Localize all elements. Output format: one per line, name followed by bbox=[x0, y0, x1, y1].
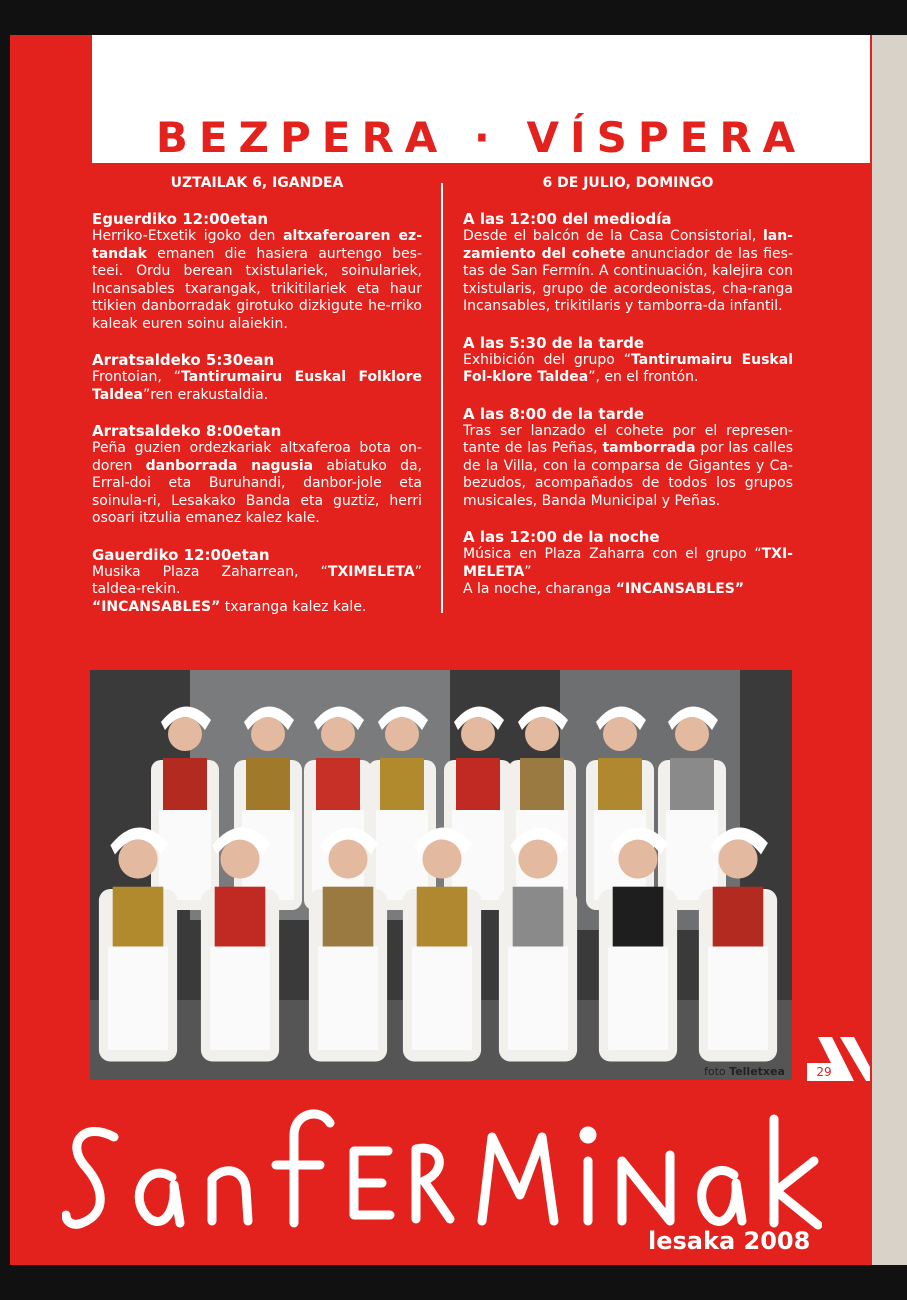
column-divider bbox=[441, 183, 443, 613]
spanish-column bbox=[463, 175, 793, 618]
event-time: Arratsaldeko 8:00etan bbox=[92, 422, 282, 440]
brand-subtitle: lesaka 2008 bbox=[648, 1227, 811, 1255]
event-item bbox=[463, 211, 793, 316]
event-desc: Tras ser lanzado el cohete por el represen-tante de las Peñas, tamborrada por las calles de la Villa, con la comparsa de Gigantes y Ca-bezudos, acompañados de todos los grupos musicales, Banda Municipal y Peñas. bbox=[463, 422, 793, 509]
event-time: Arratsaldeko 5:30ean bbox=[92, 351, 275, 369]
event-time: A las 12:00 del mediodía bbox=[463, 210, 672, 228]
page-edge bbox=[872, 35, 907, 1265]
event-item bbox=[92, 211, 422, 333]
event-desc: Desde el balcón de la Casa Consistorial, lan-zamiento del cohete anunciador de las fies-tas de San Fermín. A continuación, kalejira con txistularis, grupo de acordeonistas, cha-ranga Incansables, trikitilaris y tamborra-da infantil. bbox=[463, 228, 793, 314]
event-item bbox=[463, 335, 793, 387]
event-item bbox=[463, 406, 793, 511]
event-time: Gauerdiko 12:00etan bbox=[92, 545, 270, 564]
sanferminak-logo bbox=[62, 1095, 822, 1245]
event-item bbox=[463, 529, 793, 599]
spanish-date: 6 DE JULIO, DOMINGO bbox=[542, 175, 714, 191]
event-desc: Exhibición del grupo “Tantirumairu Euskal Fol-klore Taldea”, en el frontón. bbox=[463, 351, 793, 385]
event-time: A las 12:00 de la noche bbox=[463, 528, 660, 546]
magazine-page bbox=[10, 35, 872, 1265]
basque-date: UZTAILAK 6, IGANDEA bbox=[170, 175, 344, 191]
page-title: BEZPERA · VÍSPERA bbox=[155, 113, 807, 162]
event-desc: Música en Plaza Zaharra con el grupo “TXI-MELETA” A la noche, charanga “INCANSABLES” bbox=[463, 546, 793, 597]
event-time: A las 8:00 de la tarde bbox=[463, 404, 644, 423]
dancers-illustration bbox=[90, 670, 792, 1080]
event-item bbox=[92, 423, 422, 528]
basque-column bbox=[92, 175, 422, 635]
event-item bbox=[92, 352, 422, 404]
event-desc: Frontoian, “Tantirumairu Euskal Folklore Taldea”ren erakustaldia. bbox=[92, 369, 422, 403]
group-photo bbox=[90, 670, 792, 1080]
event-item bbox=[92, 547, 422, 617]
event-desc: Peña guzien ordezkariak altxaferoa bota on-doren danborrada nagusia abiatuko da, Erral-doi eta Buruhandi, danbor-jole eta soinula-ri, Lesakako Banda eta guztiz, herri osoari itzulia emanez kalez kale. bbox=[92, 440, 422, 526]
photo-credit: foto Telletxea bbox=[704, 1065, 785, 1078]
corner-stripes-decoration bbox=[810, 1037, 870, 1081]
event-time: A las 5:30 de la tarde bbox=[463, 333, 644, 352]
event-desc: Herriko-Etxetik igoko den altxaferoaren ez-tandak emanen die hasiera aurtengo bes-teei. Ordu berean txistulariek, soinulariek, Incansables txarangak, trikitilariek eta haur ttikien danborradak girotuko dizkigute he-rriko kaleak euren soinu alaiekin. bbox=[92, 228, 422, 332]
event-desc: Musika Plaza Zaharrean, “TXIMELETA” taldea-rekin. “INCANSABLES” txaranga kalez kale. bbox=[92, 563, 422, 615]
event-time: Eguerdiko 12:00etan bbox=[92, 210, 269, 228]
page-number: 29 bbox=[807, 1063, 841, 1081]
